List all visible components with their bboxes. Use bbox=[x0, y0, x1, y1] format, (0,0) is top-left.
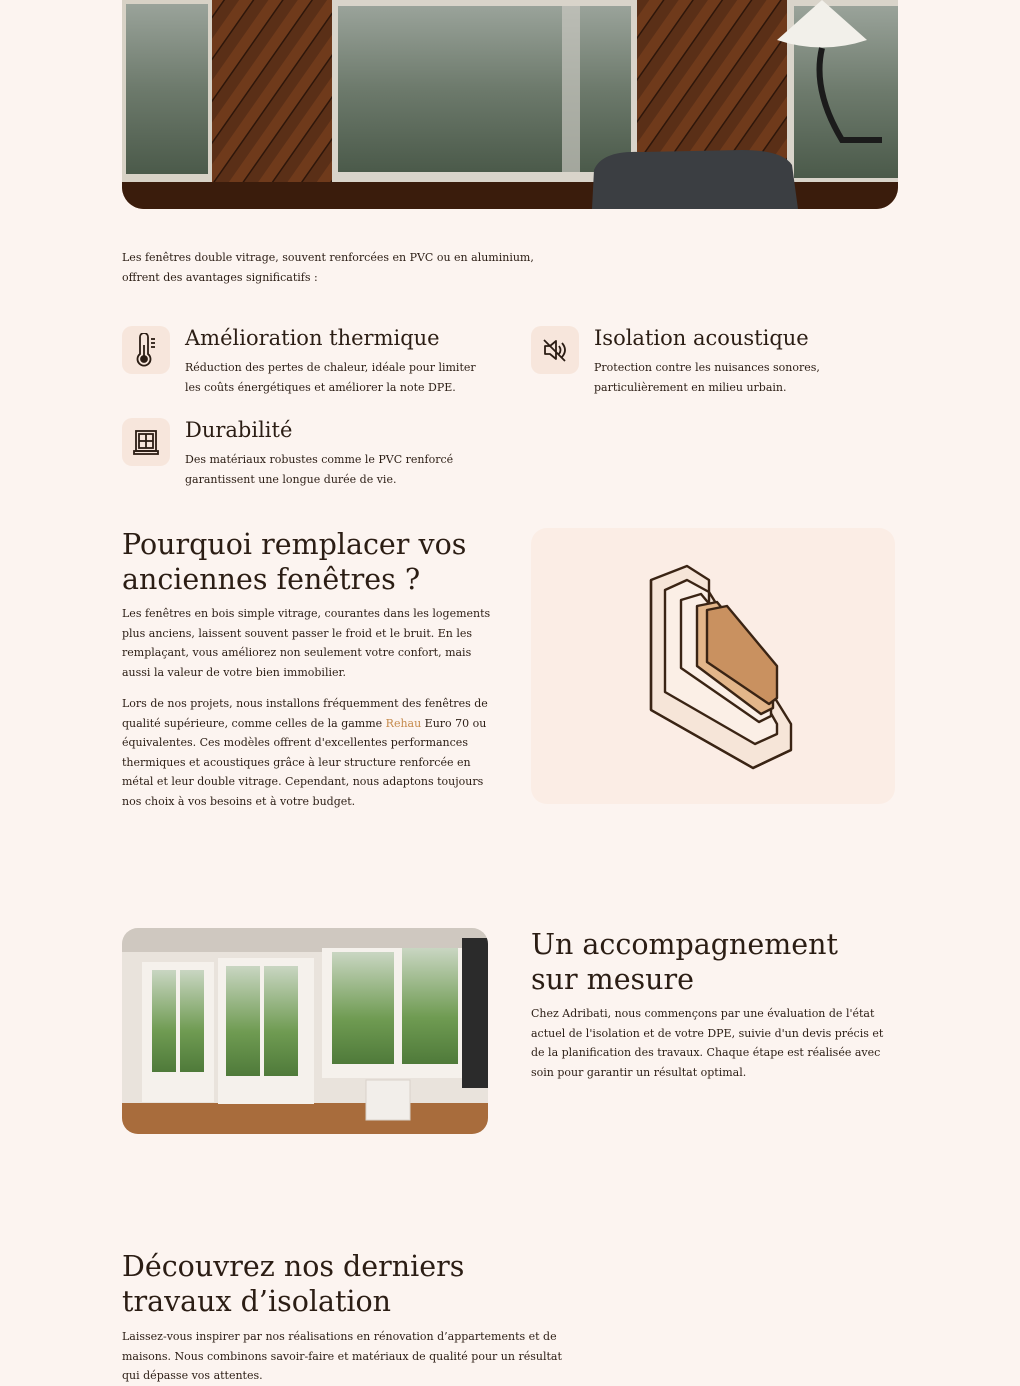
feature-title: Amélioration thermique bbox=[185, 326, 440, 350]
works-text: Laissez-vous inspirer par nos réalisations en rénovation d’appartements et de maisons. Nous combinons savoir-faire et matériaux de qualité pour un résultat qui dépasse vos attentes. bbox=[122, 1330, 562, 1382]
why-paragraph-1: Les fenêtres en bois simple vitrage, courantes dans les logements plus anciens, laissent souvent passer le froid et le bruit. En les remplaçant, vous améliorez non seulement votre confort, mais aussi la valeur de votre bien immobilier. bbox=[122, 607, 491, 679]
feature-title: Durabilité bbox=[185, 418, 293, 442]
feature-text: Des matériaux robustes comme le PVC renforcé garantissent une longue durée de vie. bbox=[185, 453, 454, 486]
works-title: Découvrez nos derniers travaux d’isolation bbox=[122, 1250, 465, 1318]
feature-text: Protection contre les nuisances sonores, particulièrement en milieu urbain. bbox=[594, 361, 820, 394]
intro-text: Les fenêtres double vitrage, souvent renforcées en PVC ou en aluminium, offrent des avantages significatifs : bbox=[122, 251, 534, 284]
feature-text: Réduction des pertes de chaleur, idéale pour limiter les coûts énergétiques et améliorer la note DPE. bbox=[185, 361, 476, 394]
window-icon bbox=[122, 418, 170, 466]
window-profile-illustration bbox=[531, 528, 895, 804]
why-paragraph-2: Lors de nos projets, nous installons fréquemment des fenêtres de qualité supérieure, comme celles de la gamme Rehau Euro 70 ou équivalentes. Ces modèles offrent d'excellentes performances thermiques et acoustiques grâce à leur structure renforcée en métal et leur double vitrage. Cependant, nous adaptons toujours nos choix à vos besoins et à votre budget. bbox=[122, 697, 488, 808]
feature-title: Isolation acoustique bbox=[594, 326, 809, 350]
accompaniment-text: Chez Adribati, nous commençons par une évaluation de l'état actuel de l'isolation et de votre DPE, suivie d'un devis précis et de la planification des travaux. Chaque étape est réalisée avec soin pour garantir un résultat optimal. bbox=[531, 1007, 884, 1079]
accompaniment-title: Un accompagnement sur mesure bbox=[531, 928, 838, 996]
rehau-link[interactable]: Rehau bbox=[385, 716, 422, 730]
hero-image bbox=[122, 0, 898, 209]
speaker-mute-icon bbox=[531, 326, 579, 374]
thermometer-icon bbox=[122, 326, 170, 374]
renovated-windows-photo bbox=[122, 928, 488, 1134]
why-title: Pourquoi remplacer vos anciennes fenêtres ? bbox=[122, 528, 467, 596]
